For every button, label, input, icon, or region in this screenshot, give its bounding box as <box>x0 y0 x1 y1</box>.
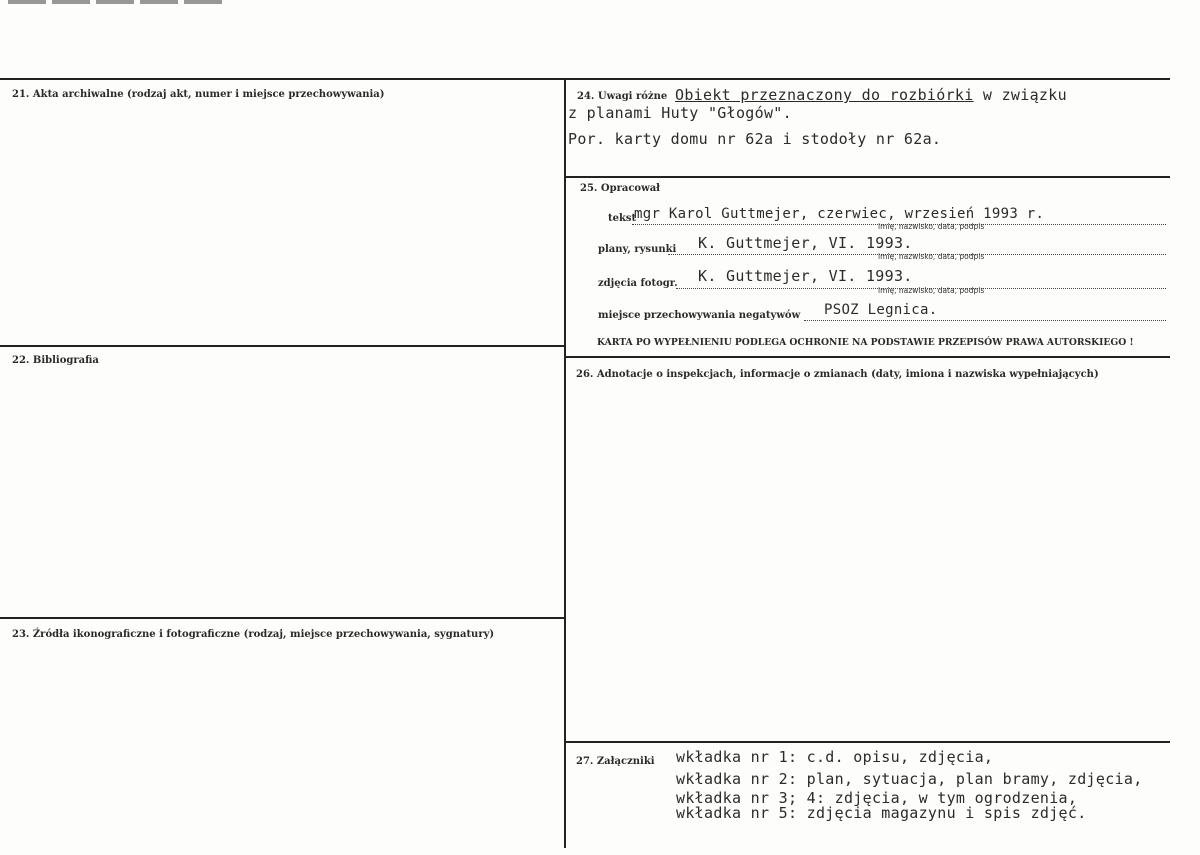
rule-21-22 <box>0 345 566 347</box>
line1-underlined: Obiekt przeznaczony do rozbiórki <box>675 86 974 104</box>
center-divider <box>564 78 566 848</box>
scan-top-marks <box>8 0 223 4</box>
section-24-line1 <box>675 86 1067 104</box>
rule-22-23 <box>0 617 566 619</box>
rule-26-27 <box>564 741 1170 743</box>
section-22-label: 22. Bibliografia <box>12 355 99 366</box>
tekst-value: mgr Karol Guttmejer, czerwiec, wrzesień 1993 r. <box>634 206 1045 222</box>
attachment-line-4: wkładka nr 5: zdjęcia magazynu i spis zdjęć. <box>676 804 1087 822</box>
section-25-label: 25. Opracował <box>580 183 661 194</box>
plany-value: K. Guttmejer, VI. 1993. <box>698 234 913 252</box>
section-26-label: 26. Adnotacje o inspekcjach, informacje o zmianach (daty, imiona i nazwiska wypełniających) <box>576 369 1099 380</box>
tekst-label: tekst <box>608 213 637 224</box>
section-21-label: 21. Akta archiwalne (rodzaj akt, numer i miejsce przechowywania) <box>12 89 385 100</box>
section-24-line2: z planami Huty "Głogów". <box>568 104 792 122</box>
section-24-line3: Por. karty domu nr 62a i stodoły nr 62a. <box>568 130 942 148</box>
section-23-label: 23. Źródła ikonograficzne i fotograficzne (rodzaj, miejsce przechowywania, sygnatury) <box>12 629 495 640</box>
top-rule <box>0 78 1170 80</box>
negatywy-label: miejsce przechowywania negatywów <box>598 310 801 321</box>
tekst-hint: imię, nazwisko, data, podpis <box>878 222 985 231</box>
rule-25-26 <box>564 356 1170 358</box>
attachment-line-1: wkładka nr 1: c.d. opisu, zdjęcia, <box>676 748 994 766</box>
copyright-notice: KARTA PO WYPEŁNIENIU PODLEGA OCHRONIE NA PODSTAWIE PRZEPISÓW PRAWA AUTORSKIEGO ! <box>597 337 1134 348</box>
negatywy-dots <box>804 320 1166 321</box>
negatywy-value: PSOZ Legnica. <box>824 302 938 318</box>
attachment-line-3: wkładka nr 3; 4: zdjęcia, w tym ogrodzenia, <box>676 789 1078 807</box>
plany-hint: imię, nazwisko, data, podpis <box>878 252 985 261</box>
line1-rest: w związku <box>973 86 1067 104</box>
attachment-line-2: wkładka nr 2: plan, sytuacja, plan bramy, zdjęcia, <box>676 770 1143 788</box>
zdjecia-value: K. Guttmejer, VI. 1993. <box>698 267 913 285</box>
section-27-label: 27. Załączniki <box>576 756 655 767</box>
plany-label: plany, rysunki <box>598 244 677 255</box>
zdjecia-hint: imię, nazwisko, data, podpis <box>878 286 985 295</box>
section-24-label: 24. Uwagi różne <box>577 91 668 102</box>
zdjecia-label: zdjęcia fotogr. <box>598 278 678 289</box>
rule-24-25 <box>564 176 1170 178</box>
